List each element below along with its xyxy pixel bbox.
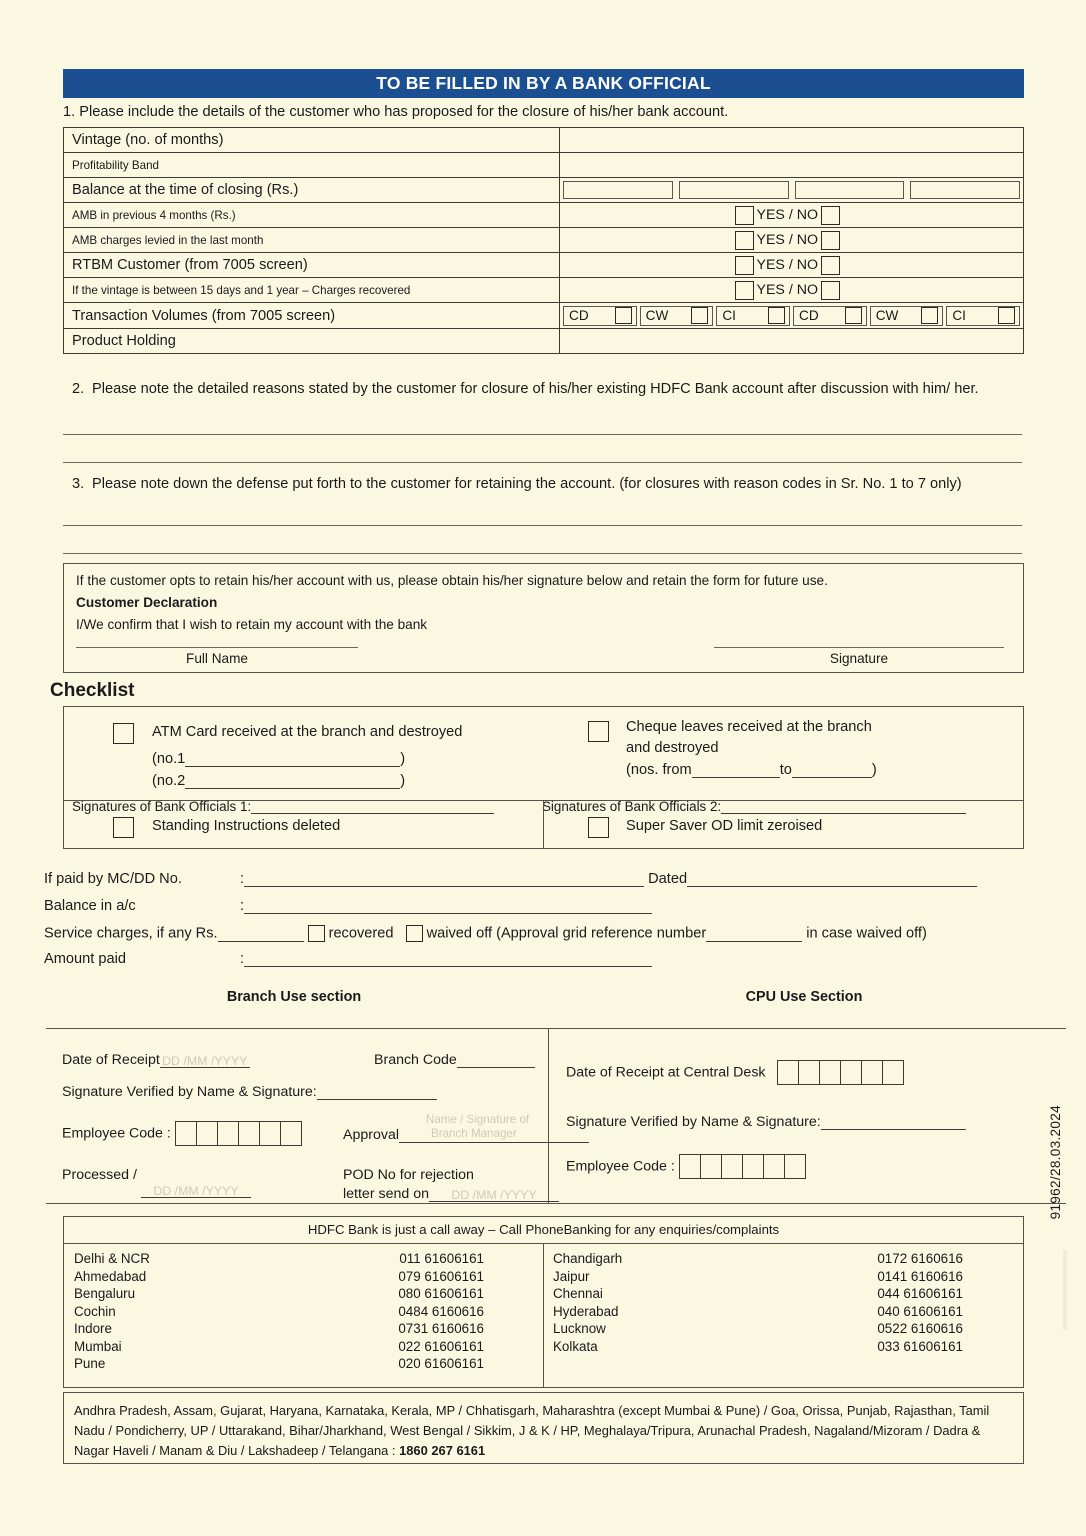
rtbm-yes-checkbox[interactable] xyxy=(735,256,754,275)
city-number: 0172 6160616 xyxy=(877,1251,963,1267)
branch-cpu-top-rule xyxy=(46,1028,1066,1029)
list-item xyxy=(74,1285,484,1303)
list-item xyxy=(553,1268,963,1286)
city-name: Indore xyxy=(74,1321,112,1337)
form-sheet xyxy=(42,22,1044,1502)
full-name-caption: Full Name xyxy=(186,651,248,666)
table-row xyxy=(64,329,1024,354)
row-label-product-holding: Product Holding xyxy=(64,329,560,354)
phonebanking-right-column xyxy=(553,1250,963,1355)
row-label-profitability-band: Profitability Band xyxy=(64,153,560,178)
branch-cpu-container xyxy=(46,1028,1066,1204)
balance-box-3[interactable] xyxy=(795,181,905,199)
section3-number: 3. xyxy=(72,476,85,492)
section3-paragraph xyxy=(72,474,1022,495)
balance-in-ac-input[interactable] xyxy=(244,900,652,914)
amb-previous-yes-checkbox[interactable] xyxy=(735,206,754,225)
approval-label: Approval xyxy=(343,1127,399,1143)
phonebanking-divider xyxy=(543,1243,544,1387)
phonebanking-title: HDFC Bank is just a call away – Call PhoneBanking for any enquiries/complaints xyxy=(64,1217,1023,1244)
processed-date-input[interactable]: DD /MM /YYYY xyxy=(141,1184,251,1198)
table-row xyxy=(64,153,1024,178)
tx-box-cd-2[interactable] xyxy=(845,307,862,324)
table-row xyxy=(64,228,1024,253)
table-row xyxy=(64,303,1024,329)
cheque-leaves-checkbox[interactable] xyxy=(588,721,609,742)
cheque-nos-to-input[interactable] xyxy=(792,764,872,778)
list-item xyxy=(553,1250,963,1268)
cheque-nos-suffix: ) xyxy=(871,762,877,778)
mcdd-label: If paid by MC/DD No. xyxy=(44,871,182,887)
service-charges-row xyxy=(44,925,927,942)
checklist-box xyxy=(63,706,1024,849)
atm-no1-suffix: ) xyxy=(400,751,406,767)
cheque-label-line1: Cheque leaves received at the branch xyxy=(626,719,872,735)
section2-number: 2. xyxy=(72,381,85,397)
atm-no2-input[interactable] xyxy=(185,775,400,789)
customer-declaration-box xyxy=(63,563,1024,673)
waived-off-label: waived off (Approval grid reference number xyxy=(426,925,707,942)
city-number: 079 61606161 xyxy=(398,1268,484,1284)
branch-date-of-receipt-input[interactable]: DD /MM /YYYY xyxy=(160,1054,250,1068)
section3-writing-line-2[interactable] xyxy=(63,553,1022,554)
balance-colon: : xyxy=(240,898,245,914)
city-number: 020 61606161 xyxy=(398,1356,484,1372)
cpu-signature-verified-row xyxy=(566,1114,966,1130)
city-name: Delhi & NCR xyxy=(74,1251,150,1267)
states-note-paragraph xyxy=(64,1393,1023,1461)
atm-no2-row xyxy=(152,773,405,789)
city-name: Cochin xyxy=(74,1303,116,1319)
amb-charges-yesno-label: YES / NO xyxy=(756,232,818,248)
city-name: Chennai xyxy=(553,1286,603,1302)
section2-text: Please note the detailed reasons stated by the customer for closure of his/her existing HDFC Bank account after discussion with him/ her. xyxy=(92,381,979,397)
amb-previous-no-checkbox[interactable] xyxy=(821,206,840,225)
city-number: 040 61606161 xyxy=(877,1303,963,1319)
tx-cell-cw-1 xyxy=(640,306,714,326)
atm-no2-suffix: ) xyxy=(400,773,406,789)
atm-no1-row xyxy=(152,751,405,767)
approval-grid-ref-input[interactable] xyxy=(706,928,802,942)
city-name: Ahmedabad xyxy=(74,1268,147,1284)
cpu-signature-verified-label: Signature Verified by Name & Signature: xyxy=(566,1114,821,1130)
branch-code-input[interactable] xyxy=(457,1054,535,1068)
phonebanking-box xyxy=(63,1216,1024,1388)
city-number: 033 61606161 xyxy=(877,1338,963,1354)
mcdd-row xyxy=(44,871,977,887)
row-label-vintage: Vintage (no. of months) xyxy=(64,128,560,153)
tx-label-cw-1: CW xyxy=(645,308,669,323)
list-item xyxy=(553,1285,963,1303)
cpu-date-of-receipt-boxes[interactable] xyxy=(777,1060,904,1085)
mcdd-colon: : xyxy=(240,871,245,887)
table-row xyxy=(64,253,1024,278)
tx-label-cd-1: CD xyxy=(569,308,589,323)
list-item xyxy=(74,1355,484,1373)
section2-writing-line-1[interactable] xyxy=(63,434,1022,435)
tx-label-ci-1: CI xyxy=(722,308,736,323)
charges-recovered-yes-checkbox[interactable] xyxy=(735,281,754,300)
mcdd-input[interactable] xyxy=(244,873,644,887)
toll-free-number: 1860 267 6161 xyxy=(399,1443,486,1458)
city-number: 011 61606161 xyxy=(399,1251,484,1267)
branch-signature-verified-row xyxy=(62,1084,437,1100)
declaration-heading: Customer Declaration xyxy=(76,595,218,610)
document-reference-code: 91962/28.03.2024 xyxy=(1048,1105,1063,1220)
charges-recovered-yesno-label: YES / NO xyxy=(756,282,818,298)
table-row xyxy=(64,128,1024,153)
atm-no2-prefix: (no.2 xyxy=(152,773,186,789)
list-item xyxy=(74,1338,484,1356)
branch-use-section-title: Branch Use section xyxy=(226,989,362,1005)
city-name: Hyderabad xyxy=(553,1303,619,1319)
amount-paid-row xyxy=(44,951,652,967)
balance-in-ac-label: Balance in a/c xyxy=(44,898,136,914)
cpu-use-section-title: CPU Use Section xyxy=(745,989,863,1005)
recovered-label: recovered xyxy=(328,925,394,942)
checklist-heading: Checklist xyxy=(50,680,135,701)
section2-paragraph xyxy=(72,379,1012,400)
row-label-vintage-charges-recovered: If the vintage is between 15 days and 1 year – Charges recovered xyxy=(64,278,560,303)
cheque-nos-row xyxy=(626,762,877,778)
branch-date-of-receipt-label: Date of Receipt xyxy=(62,1052,160,1068)
super-saver-label: Super Saver OD limit zeroised xyxy=(626,818,823,834)
amb-previous-yesno-label: YES / NO xyxy=(756,207,818,223)
row-value-vintage[interactable] xyxy=(560,128,1024,153)
rtbm-yesno-label: YES / NO xyxy=(756,257,818,273)
amount-paid-input[interactable] xyxy=(244,953,652,967)
tx-cell-ci-1 xyxy=(716,306,790,326)
service-charges-label: Service charges, if any Rs. xyxy=(44,925,218,942)
list-item xyxy=(553,1338,963,1356)
states-note-text: Andhra Pradesh, Assam, Gujarat, Haryana, Karnataka, Kerala, MP / Chhatisgarh, Maharashtra (except Mumbai & Pune) / Goa, Orissa, Punjab, Rajasthan, Tamil Nadu / Pondicherry, UP / Uttarakand, Bihar/Jharkhand, West Bengal / Sikkim, J & K / HP, Meghalaya/Tripura, Arunachal Pradesh, Nagaland/Mizoram / Dadra & Nagar Haveli / Manam & Diu / Lakshadeep / Telangana : xyxy=(74,1403,990,1458)
branch-employee-code-row xyxy=(62,1121,302,1146)
branch-date-of-receipt-row xyxy=(62,1052,250,1068)
table-row xyxy=(64,203,1024,228)
atm-card-checkbox[interactable] xyxy=(113,723,134,744)
list-item xyxy=(553,1320,963,1338)
customer-details-table xyxy=(63,127,1024,354)
checklist-divider-vertical xyxy=(543,800,544,848)
atm-card-label: ATM Card received at the branch and destroyed xyxy=(152,724,463,740)
city-name: Pune xyxy=(74,1356,106,1372)
row-value-rtbm-customer xyxy=(560,253,1024,278)
standing-instructions-checkbox[interactable] xyxy=(113,817,134,838)
amount-paid-colon: : xyxy=(240,951,245,967)
branch-signature-verified-input[interactable] xyxy=(317,1086,437,1100)
city-name: Mumbai xyxy=(74,1338,122,1354)
list-item xyxy=(553,1303,963,1321)
service-charges-input[interactable] xyxy=(218,928,304,942)
processed-label: Processed / xyxy=(62,1167,137,1183)
phonebanking-left-column xyxy=(74,1250,484,1373)
city-name: Bengaluru xyxy=(74,1286,136,1302)
cpu-date-of-receipt-label: Date of Receipt at Central Desk xyxy=(566,1064,766,1081)
branch-cpu-bottom-rule xyxy=(46,1203,1066,1204)
full-name-line[interactable] xyxy=(76,647,358,648)
list-item xyxy=(74,1320,484,1338)
branch-code-label: Branch Code xyxy=(374,1052,457,1068)
table-row xyxy=(64,178,1024,203)
pod-date-input[interactable]: DD /MM /YYYY xyxy=(429,1188,559,1202)
atm-no1-input[interactable] xyxy=(185,753,400,767)
tx-cell-cd-1 xyxy=(563,306,637,326)
waived-off-tail: in case waived off) xyxy=(806,925,927,942)
tx-box-ci-1[interactable] xyxy=(768,307,785,324)
tx-label-cw-2: CW xyxy=(875,308,899,323)
declaration-body: I/We confirm that I wish to retain my account with the bank xyxy=(76,617,428,632)
city-name: Lucknow xyxy=(553,1321,606,1337)
city-number: 0141 6160616 xyxy=(877,1268,963,1284)
list-item xyxy=(74,1303,484,1321)
tx-cell-cd-2 xyxy=(793,306,867,326)
signatures-official-1-input[interactable] xyxy=(251,800,494,814)
city-name: Jaipur xyxy=(553,1268,590,1284)
approval-ghost-line-2: Branch Manager xyxy=(431,1127,517,1140)
balance-in-ac-row xyxy=(44,898,652,914)
processed-date-row xyxy=(141,1182,251,1198)
amb-charges-yes-checkbox[interactable] xyxy=(735,231,754,250)
city-name: Kolkata xyxy=(553,1338,598,1354)
charges-recovered-no-checkbox[interactable] xyxy=(821,281,840,300)
city-number: 0522 6160616 xyxy=(877,1321,963,1337)
tx-box-ci-2[interactable] xyxy=(998,307,1015,324)
branch-employee-code-label: Employee Code : xyxy=(62,1125,171,1142)
signatures-official-2-input[interactable] xyxy=(721,800,966,814)
row-value-vintage-charges-recovered xyxy=(560,278,1024,303)
cheque-nos-prefix: (nos. from xyxy=(626,762,692,778)
tx-cell-cw-2 xyxy=(870,306,944,326)
cpu-date-of-receipt-row xyxy=(566,1060,904,1085)
city-name: Chandigarh xyxy=(553,1251,623,1267)
row-label-rtbm-customer: RTBM Customer (from 7005 screen) xyxy=(64,253,560,278)
cheque-label-line2: and destroyed xyxy=(626,740,719,756)
waived-off-checkbox[interactable] xyxy=(406,925,423,942)
city-number: 080 61606161 xyxy=(398,1286,484,1302)
city-number: 0484 6160616 xyxy=(398,1303,484,1319)
page-edge-artifact xyxy=(1063,1250,1067,1330)
pod-label-line2: letter send on xyxy=(343,1186,429,1202)
amount-paid-label: Amount paid xyxy=(44,951,126,967)
tx-box-cw-1[interactable] xyxy=(691,307,708,324)
list-item xyxy=(74,1268,484,1286)
rtbm-no-checkbox[interactable] xyxy=(821,256,840,275)
pod-label-line1: POD No for rejection xyxy=(343,1167,474,1183)
recovered-checkbox[interactable] xyxy=(308,925,325,942)
city-number: 044 61606161 xyxy=(877,1286,963,1302)
table-row xyxy=(64,278,1024,303)
row-value-amb-previous-4-months xyxy=(560,203,1024,228)
branch-signature-verified-label: Signature Verified by Name & Signature: xyxy=(62,1084,317,1100)
amb-charges-no-checkbox[interactable] xyxy=(821,231,840,250)
cpu-employee-code-row xyxy=(566,1154,806,1179)
row-label-balance-at-closing: Balance at the time of closing (Rs.) xyxy=(64,178,560,203)
signature-line[interactable] xyxy=(714,647,1004,648)
city-number: 0731 6160616 xyxy=(398,1321,484,1337)
super-saver-checkbox[interactable] xyxy=(588,817,609,838)
atm-no1-prefix: (no.1 xyxy=(152,751,186,767)
row-value-transaction-volumes xyxy=(560,303,1024,329)
tx-box-cd-1[interactable] xyxy=(615,307,632,324)
cpu-employee-code-label: Employee Code : xyxy=(566,1158,675,1175)
balance-box-2[interactable] xyxy=(679,181,789,199)
signatures-official-1-label: Signatures of Bank Officials 1: xyxy=(72,799,252,814)
tx-label-cd-2: CD xyxy=(799,308,819,323)
tx-label-ci-2: CI xyxy=(952,308,966,323)
signature-caption: Signature xyxy=(829,651,889,666)
row-value-product-holding[interactable] xyxy=(560,329,1024,354)
section2-writing-line-2[interactable] xyxy=(63,462,1022,463)
tx-box-cw-2[interactable] xyxy=(921,307,938,324)
section3-writing-line-1[interactable] xyxy=(63,525,1022,526)
signatures-official-2-label: Signatures of Bank Officials 2: xyxy=(542,799,722,814)
section1-intro: 1. Please include the details of the customer who has proposed for the closure of his/her bank account. xyxy=(63,104,729,120)
cheque-nos-mid: to xyxy=(779,762,792,778)
branch-employee-code-boxes[interactable] xyxy=(175,1121,302,1146)
balance-box-1[interactable] xyxy=(563,181,673,199)
dated-label: Dated xyxy=(648,871,688,887)
branch-code-row xyxy=(374,1052,535,1068)
row-label-transaction-volumes: Transaction Volumes (from 7005 screen) xyxy=(64,303,560,329)
cpu-employee-code-boxes[interactable] xyxy=(679,1154,806,1179)
declaration-intro: If the customer opts to retain his/her account with us, please obtain his/her signature below and retain the form for future use. xyxy=(76,573,828,588)
signatures-official-2-row xyxy=(542,799,966,814)
cheque-nos-from-input[interactable] xyxy=(692,764,780,778)
section3-text: Please note down the defense put forth to the customer for retaining the account. (for closures with reason codes in Sr. No. 1 to 7 only) xyxy=(92,476,962,492)
branch-cpu-divider xyxy=(548,1028,549,1204)
row-value-profitability-band[interactable] xyxy=(560,153,1024,178)
row-label-amb-previous-4-months: AMB in previous 4 months (Rs.) xyxy=(64,203,560,228)
page-title: TO BE FILLED IN BY A BANK OFFICIAL xyxy=(63,69,1024,98)
pod-row xyxy=(343,1186,559,1202)
row-label-amb-charges-levied: AMB charges levied in the last month xyxy=(64,228,560,253)
states-note-box xyxy=(63,1392,1024,1464)
balance-box-4[interactable] xyxy=(910,181,1020,199)
dated-input[interactable] xyxy=(687,873,977,887)
tx-cell-ci-2 xyxy=(946,306,1020,326)
list-item xyxy=(74,1250,484,1268)
city-number: 022 61606161 xyxy=(398,1338,484,1354)
cpu-signature-verified-input[interactable] xyxy=(821,1116,966,1130)
approval-ghost-line-1: Name / Signature of xyxy=(426,1113,530,1126)
row-value-amb-charges-levied xyxy=(560,228,1024,253)
standing-instructions-label: Standing Instructions deleted xyxy=(152,818,341,834)
row-value-balance-at-closing xyxy=(560,178,1024,203)
signatures-official-1-row xyxy=(72,799,494,814)
